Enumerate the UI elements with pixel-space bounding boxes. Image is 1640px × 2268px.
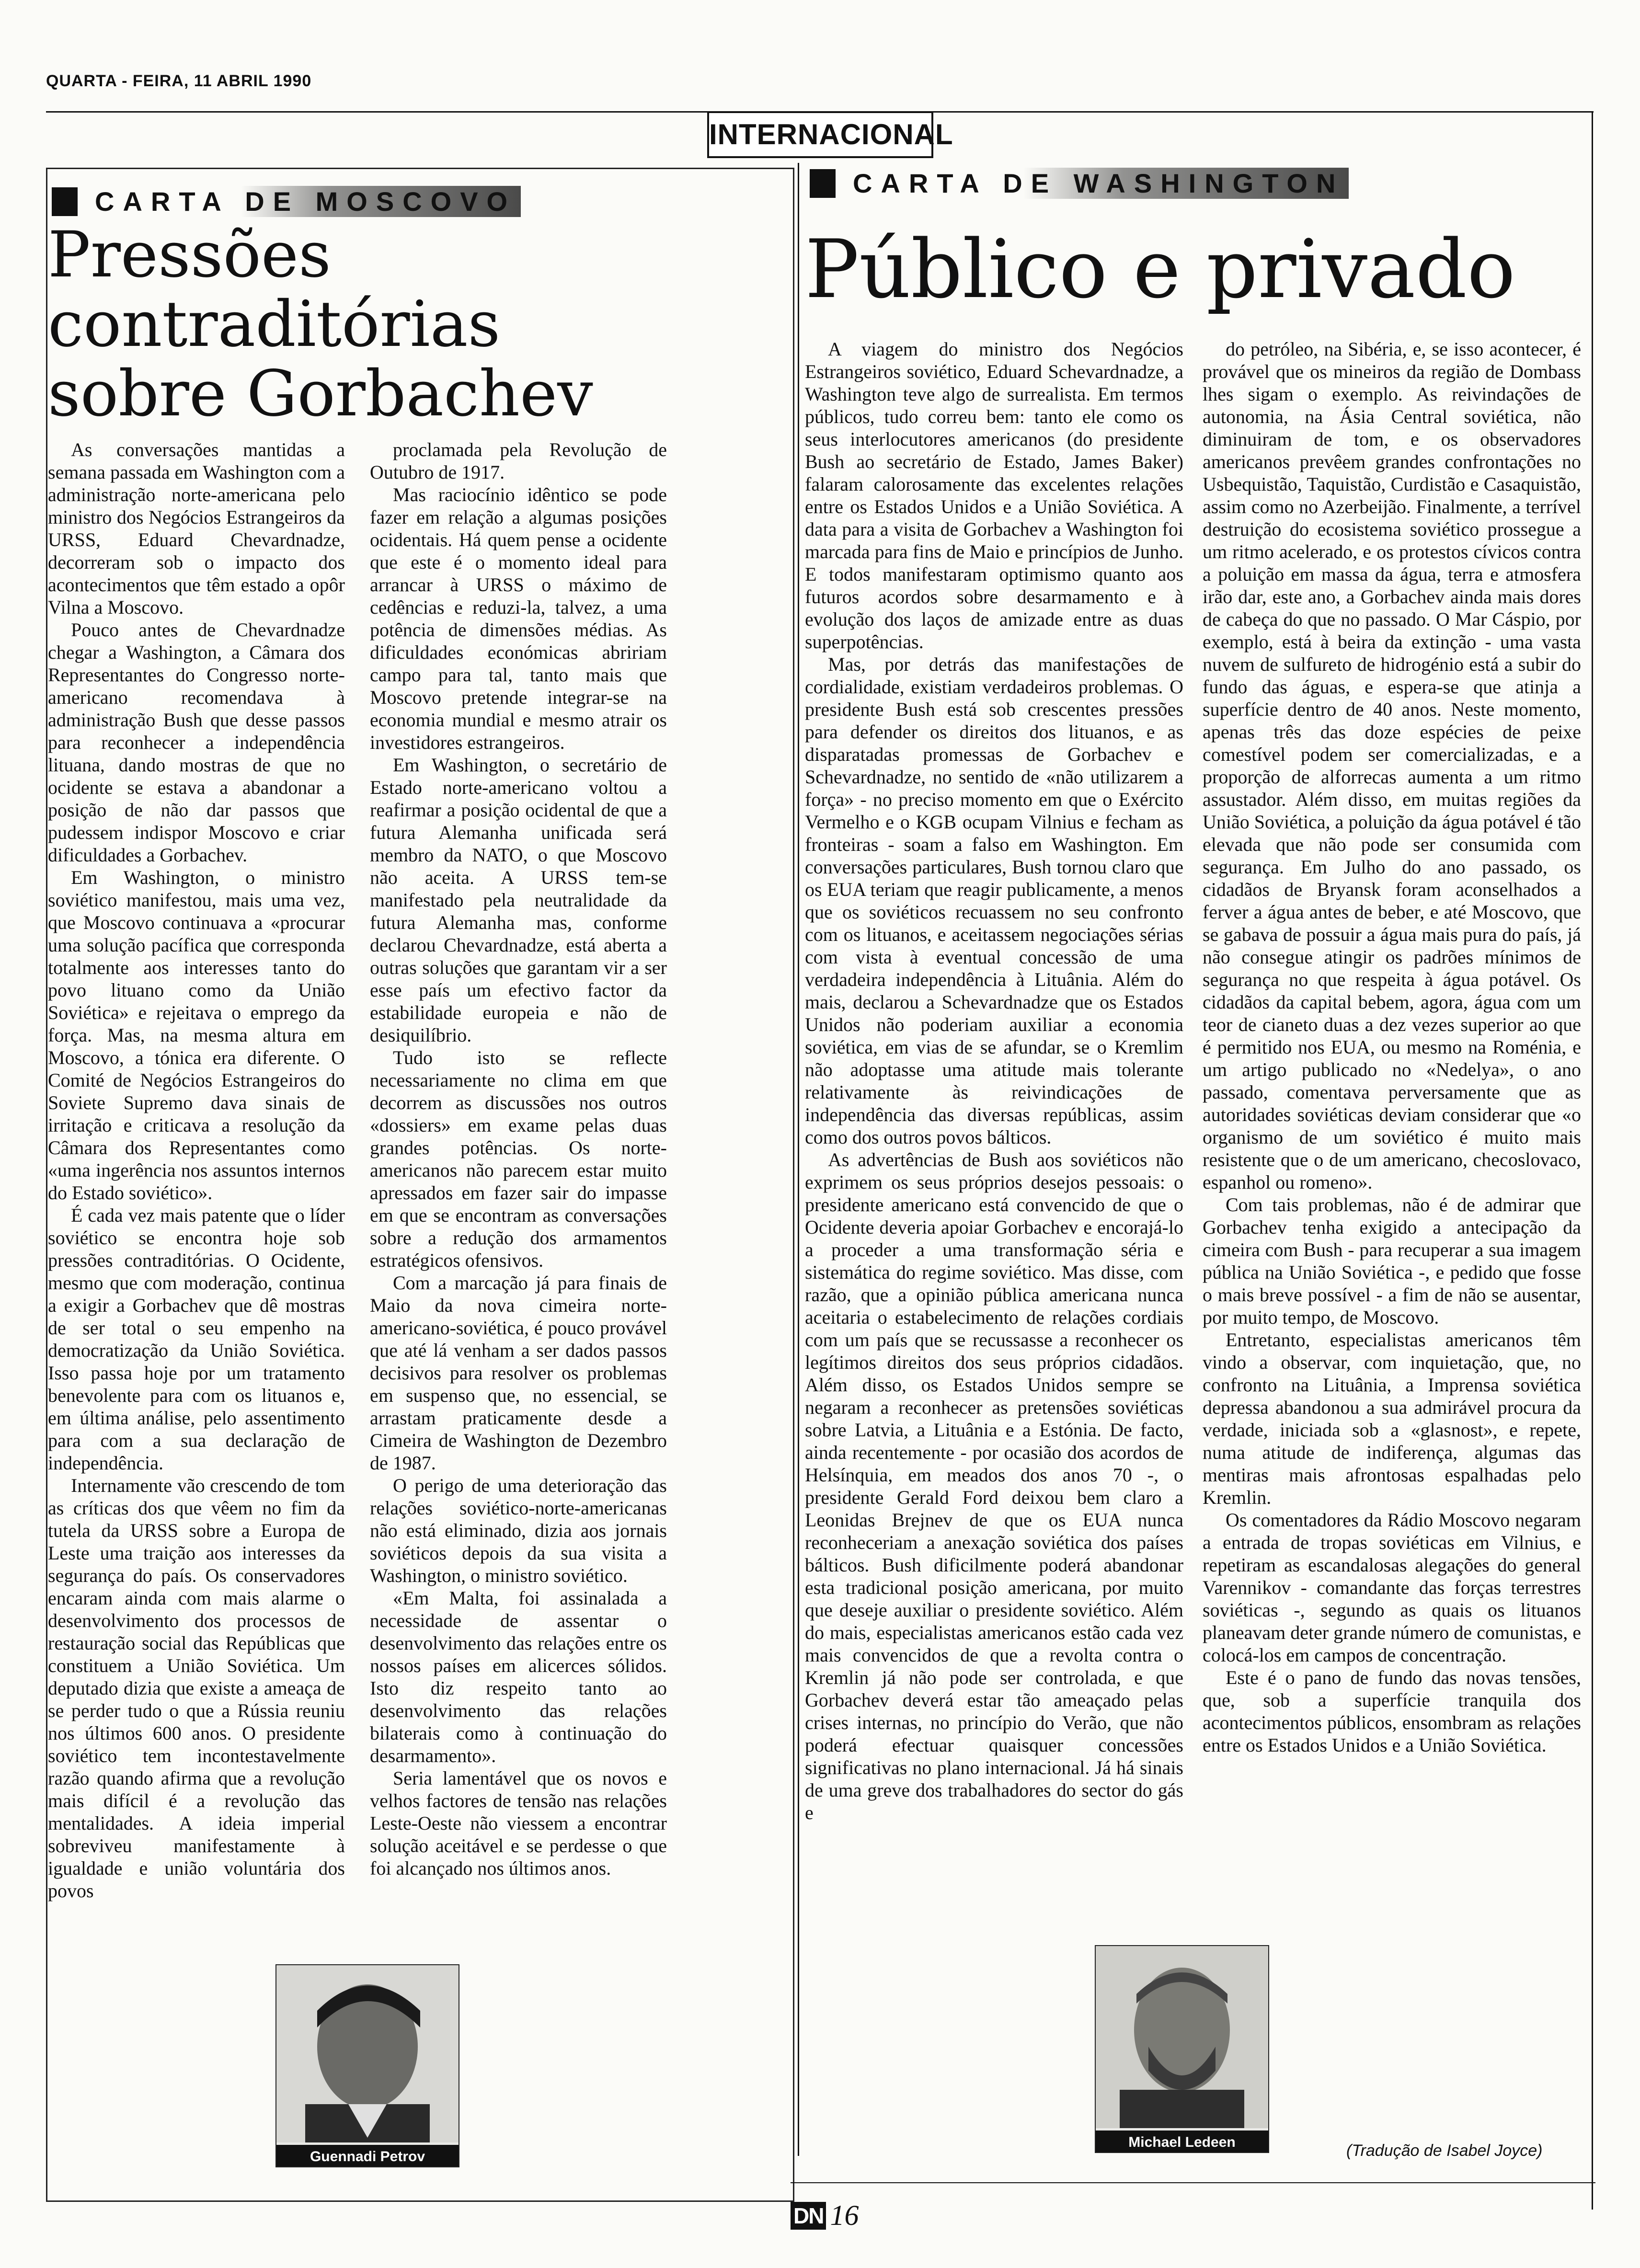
section-label: INTERNACIONAL [707, 111, 933, 158]
paragraph: proclamada pela Revolução de Outubro de 1917. [370, 439, 667, 483]
right-article-column-2 [1203, 338, 1581, 2130]
paragraph: Pouco antes de Chevardnadze chegar a Washington, a Câmara dos Representantes do Congresso norte-americano recomendava à administração Bush que desse passos para reconhecer a independência lituana, dando mostras de que no ocidente se estava a abandonar a posição de não dar passos que pudessem indispor Moscovo e criar dificuldades a Gorbachev. [48, 619, 345, 866]
footer-rule [791, 2182, 1595, 2183]
dateline: QUARTA - FEIRA, 11 ABRIL 1990 [46, 72, 312, 90]
left-headline-line: contraditórias [48, 287, 501, 362]
left-article-column-1 [48, 438, 345, 2029]
portrait-image [1096, 1946, 1268, 2128]
footer-page [791, 2199, 859, 2232]
author-photo-ledeen [1095, 1945, 1269, 2153]
photo-caption: Guennadi Petrov [276, 2145, 459, 2167]
kicker-square-icon [810, 169, 836, 198]
left-article-column-2 [370, 438, 667, 2115]
paragraph: Este é o pano de fundo das novas tensões, que, sob a superfície tranquila dos acontecimentos públicos, ensombram as relações entre os Estados Unidos e a União Soviética. [1203, 1667, 1581, 1756]
paragraph: Em Washington, o ministro soviético manifestou, mais uma vez, que Moscovo continuava a «procurar uma solução pacífica que corresponda totalmente aos interesses tanto do povo lituano como da União Soviética» e rejeitava o emprego da força. Mas, na mesma altura em Moscovo, a tónica era diferente. O Comité de Negócios Estrangeiros do Soviete Supremo dava sinais de irritação e criticava a resolução da Câmara dos Representantes como «uma ingerência nos assuntos internos do Estado soviético». [48, 867, 345, 1203]
page-number: 16 [830, 2199, 859, 2231]
paragraph: O perigo de uma deterioração das relações soviético-norte-americanas não está eliminado, dizia aos jornais soviéticos depois da sua visita a Washington, o ministro soviético. [370, 1475, 667, 1586]
paragraph: Mas, por detrás das manifestações de cordialidade, existiam verdadeiros problemas. O presidente Bush está sob crescentes pressões para defender os direitos dos lituanos, e as disparatadas promessas de Gorbachev e Schevardnadze, no sentido de «não utilizarem a força» - no preciso momento em que o Exército Vermelho e o KGB ocupam Vilnius e fecham as fronteiras - soam a falso em Washington. Em conversações particulares, Bush tornou claro que os EUA teriam que reagir publicamente, a menos que os soviéticos recuassem no seu confronto com os lituanos, e aceitassem negociações sérias com vista à eventual concessão de uma verdadeira independência à Lituânia. Além do mais, declarou a Schevardnadze que os Estados Unidos não poderiam auxiliar a economia soviética, em vias de se afundar, se o Kremlim não adoptasse uma atitude mais tolerante relativamente às reivindicações de independência das diversas repúblicas, assim como dos outros povos bálticos. [805, 653, 1183, 1148]
paragraph: Entretanto, especialistas americanos têm vindo a observar, com inquietação, que, no confronto na Lituânia, a Imprensa soviética depressa abandonou a sua admirável procura da verdade, iniciada sob a «glasnost», e repete, numa atitude de indiferença, algumas das mentiras mais afrontosas espalhadas pelo Kremlin. [1203, 1329, 1581, 1508]
right-article-rule [798, 163, 799, 2156]
right-edge-rule [1592, 111, 1593, 2210]
newspaper-logo-icon: DN [791, 2202, 826, 2230]
paragraph: do petróleo, na Sibéria, e, se isso acontecer, é provável que os mineiros da região de Dombass lhes sigam o exemplo. As reivindações de autonomia, na Ásia Central soviética, não diminuiram de tom, e os observadores americanos prevêem grandes confrontações no Usbequistão, Taquistão, Curdistão e Casaquistão, assim como no Azerbeijão. Finalmente, a terrível destruição do ecosistema soviético prossegue a um ritmo acelerado, e os protestos cívicos contra a poluição em massa da água, terra e atmosfera irão dar, este ano, a Gorbachev ainda mais dores de cabeça do que no passado. O Mar Cáspio, por exemplo, está à beira da extinção - uma vasta nuvem de sulfureto de hidrogénio está a subir do fundo das águas, e espera-se que atinja a superfície dentro de 40 anos. Neste momento, apenas três das doze espécies de peixe comestível podem ser comercializadas, e a proporção de alforrecas aumenta a um ritmo assustador. Além disso, em muitas regiões da União Soviética, a poluição da água potável é tão elevada que não pode ser consumida com segurança. Em Julho do ano passado, os cidadãos de Bryansk foram aconselhados a ferver a água antes de beber, e até Moscovo, que se gabava de possuir a água mais pura do país, já não consegue atingir os padrões mínimos de segurança no que respeita à água potável. Os cidadãos da capital bebem, agora, água com um teor de cianeto duas a dez vezes superior ao que é permitido nos EUA, ou mesmo na Roménia, e um artigo publicado no «Nedelya», o ano passado, comentava perversamente que as autoridades soviéticas deviam considerar que «o organismo de um soviético é muito mais resistente que o de um americano, checoslovaco, espanhol ou romeno». [1203, 338, 1581, 1193]
paragraph: «Em Malta, foi assinalada a necessidade de assentar o desenvolvimento das relações entre os nossos países em alicerces sólidos. Isto diz respeito tanto ao desenvolvimento das relações bilaterais como à continuação do desarmamento». [370, 1587, 667, 1766]
portrait-image [276, 1965, 459, 2142]
paragraph: Mas raciocínio idêntico se pode fazer em relação a algumas posições ocidentais. Há quem pense a ocidente que este é o momento ideal para arrancar à URSS o máximo de cedências e reduzi-la, talvez, a uma potência de dimensões médias. As dificuldades económicas abririam campo para tal, tanto mais que Moscovo pretende integrar-se na economia mundial e mesmo atrair os investidores estrangeiros. [370, 484, 667, 753]
paragraph: As conversações mantidas a semana passada em Washington com a administração norte-americana pelo ministro dos Negócios Estrangeiros da URSS, Eduard Chevardnadze, decorreram sob o impacto dos acontecimentos que têm estado a opôr Vilna a Moscovo. [48, 439, 345, 618]
left-headline [48, 220, 593, 429]
kicker-square-icon [52, 187, 78, 216]
paragraph: As advertências de Bush aos soviéticos não exprimem os seus próprios desejos pessoais: o presidente americano está convencido de que o Ocidente deveria apoiar Gorbachev e encorajá-lo a proceder a uma transformação séria e sistemática do regime soviético. Mas disse, com razão, que a opinião pública americana nunca aceitaria o estabelecimento de relações cordiais com um país que se recussasse a reconhecer os legítimos direitos dos seus próprios cidadãos. Além disso, os Estados Unidos sempre se negaram a reconhecer as pretensões soviéticas sobre Latvia, a Lituânia e a Estónia. De facto, ainda recentemente - por ocasião dos acordos de Helsínquia, em meados dos anos 70 -, o presidente Gerald Ford deixou bem claro a Leonidas Brejnev de que os EUA nunca reconheceriam a anexação soviética dos países bálticos. Bush dificilmente poderá abandonar esta tradicional posição americana, por muito que deseje auxiliar o presidente soviético. Além do mais, especialistas americanos estão cada vez mais convencidos de que a revolta contra o Kremlin já não pode ser controlada, e que Gorbachev deverá estar tão ameaçado pelas crises internas, no princípio do Verão, que não poderá efectuar quaisquer concessões significativas no plano internacional. Já há sinais de uma greve dos trabalhadores do sector do gás e [805, 1149, 1183, 1823]
author-photo-petrov [275, 1964, 459, 2167]
paragraph: Com a marcação já para finais de Maio da nova cimeira norte-americano-soviética, é pouco provável que até lá venham a ser dados passos decisivos para resolver os problemas em suspenso que, no essencial, se arrastam praticamente desde a Cimeira de Washington de Dezembro de 1987. [370, 1272, 667, 1474]
paragraph: Com tais problemas, não é de admirar que Gorbachev tenha exigido a antecipação da cimeira com Bush - para recuperar a sua imagem pública na União Soviética -, e pedido que fosse o mais breve possível - a fim de não se ausentar, por muito tempo, de Moscovo. [1203, 1194, 1581, 1328]
paragraph: Tudo isto se reflecte necessariamente no clima em que decorrem as discussões nos outros «dossiers» em exame pelas duas grandes potências. Os norte-americanos não parecem estar muito apressados em fazer sair do impasse em que se encontram as conversações sobre a redução dos armamentos estratégicos ofensivos. [370, 1047, 667, 1271]
left-headline-line: sobre Gorbachev [48, 357, 593, 431]
translation-credit: (Tradução de Isabel Joyce) [1346, 2142, 1543, 2160]
left-headline-line: Pressões [48, 218, 331, 292]
paragraph: Seria lamentável que os novos e velhos factores de tensão nas relações Leste-Oeste não viessem a encontrar solução aceitável e se perdesse o que foi alcançado nos últimos anos. [370, 1767, 667, 1879]
left-kicker [52, 186, 521, 217]
right-kicker [810, 168, 1349, 199]
left-kicker-text: CARTA DE MOSCOVO [90, 186, 521, 217]
paragraph: A viagem do ministro dos Negócios Estrangeiros soviético, Eduard Schevardnadze, a Washington teve algo de surrealista. Em termos públicos, tudo correu bem: tanto ele como os seus interlocutores americanos (do presidente Bush ao secretário de Estado, James Baker) falaram calorosamente das excelentes relações entre os Estados Unidos e a União Soviética. A data para a visita de Gorbachev a Washington foi marcada para fins de Maio e princípios de Junho. E todos manifestaram optimismo quanto aos futuros acordos sobre desarmamento e à evolução dos laços de amizade entre as duas superpotências. [805, 338, 1183, 653]
paragraph: Internamente vão crescendo de tom as críticas dos que vêem no fim da tutela da URSS sobre a Europa de Leste uma traição aos interesses da segurança do país. Os conservadores encaram ainda com mais alarme o desenvolvimento dos processos de restauração social das Repúblicas que constituem a União Soviética. Um deputado dizia que existe a ameaça de se perder tudo o que a Rússia reuniu nos últimos 600 anos. O presidente soviético tem incontestavelmente razão quando afirma que a revolução mais difícil é a revolução das mentalidades. A ideia imperial sobreviveu manifestamente à igualdade e união voluntária dos povos [48, 1475, 345, 1901]
right-article-column-1 [805, 338, 1183, 2168]
paragraph: Em Washington, o secretário de Estado norte-americano voltou a reafirmar a posição ocidental de que a futura Alemanha unificada será membro da NATO, o que Moscovo não aceita. A URSS tem-se manifestado pela neutralidade da futura Alemanha mas, conforme declarou Chevardnadze, está aberta a outras soluções que garantam vir a ser esse país um efectivo factor da estabilidade europeia e não de desiquilíbrio. [370, 754, 667, 1046]
right-headline: Público e privado [805, 222, 1516, 316]
paragraph: É cada vez mais patente que o líder soviético se encontra hoje sob pressões contraditórias. O Ocidente, mesmo que com moderação, continua a exigir a Gorbachev que dê mostras de ser total o seu empenho na democratização da União Soviética. Isso passa hoje por um tratamento benevolente para com os lituanos e, em última análise, pelo assentimento para com a sua declaração de independência. [48, 1204, 345, 1474]
right-kicker-text: CARTA DE WASHINGTON [848, 168, 1349, 199]
paragraph: Os comentadores da Rádio Moscovo negaram a entrada de tropas soviéticas em Vilnius, e repetiram as escandalosas alegações do general Varennikov - comandante das forças terrestres soviéticas -, segundo as quais os lituanos planeavam deter grande número de comunistas, e colocá-los em campos de concentração. [1203, 1509, 1581, 1666]
photo-caption: Michael Ledeen [1096, 2131, 1268, 2153]
